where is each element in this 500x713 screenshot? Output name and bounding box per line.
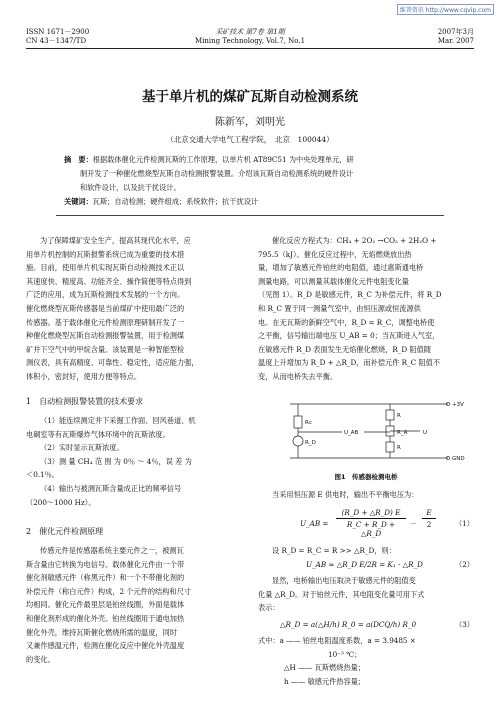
intro-line: 其速度快、精度高、功能齐全、操作简便等特点得到 xyxy=(26,276,192,286)
definition-line: h —— 敏感元件热容量； xyxy=(284,676,366,686)
resistance-line: 显然，电桥输出电压取决于敏感元件的阻值变 xyxy=(272,576,416,585)
intro-paragraph xyxy=(26,234,240,384)
principle-line: 催化剂敏感元件（称黑元件）和一个不带催化剂的 xyxy=(26,573,185,583)
eq1-numerator-2: E xyxy=(426,508,432,517)
principle-line: 斯含量由它转换为电信号。载体催化元件由一个带 xyxy=(26,559,185,569)
intro-line: 体积小，密封好，使用方便等特点。 xyxy=(26,371,142,381)
intro-line: 种催化燃烧型瓦斯自动检测报警装置，用于检测煤 xyxy=(26,331,185,341)
issn-line: ISSN 1671－2900 xyxy=(26,28,90,36)
ra-label: R_A xyxy=(397,430,408,436)
abstract-block xyxy=(64,153,444,209)
principle-line: 补偿元件（称白元件）构成，2 个元件的结构和尺寸 xyxy=(26,586,191,596)
principle-line: 传感元件是传感器系统主要元件之一，被测瓦 xyxy=(40,546,184,555)
bridge-line: 变，从而电桥失去平衡。 xyxy=(258,371,338,381)
eq3-text: △R_D = a(△H/h) R_0 = a(DCQ/h) R_0 xyxy=(280,620,417,629)
eq3-number: （3） xyxy=(455,620,474,629)
bridge-line: 测量电路，可以测量其载体催化元件电阻变化量 xyxy=(258,276,409,286)
uab-label: U_AB xyxy=(344,430,359,436)
eq1-denominator-2: 2 xyxy=(422,518,436,529)
reaction-paragraph xyxy=(258,234,474,384)
affiliation: （北京交通大学电气工程学院， 北京 100044） xyxy=(166,135,334,144)
eq1-numerator-1: (R_D + △R_D) E xyxy=(341,508,401,517)
bridge-circuit-diagram xyxy=(280,396,470,466)
assumption-paragraph xyxy=(258,544,474,558)
eq1-denominator-1: R_C + R_D + △R_D xyxy=(336,518,406,538)
intro-line: 传感器。基于载体催化元件检测原理研制开发了一 xyxy=(26,317,185,327)
figure-1-caption: 图1 传感器检测电桥 xyxy=(334,473,398,481)
vplus-label: +3V xyxy=(452,402,464,408)
gnd-label: GND xyxy=(452,456,465,462)
principle-line: 和催化剂形成的催化外壳。铂丝线圈用于通电加热 xyxy=(26,613,185,623)
requirement-item: （200～1000 Hz）。 xyxy=(26,497,96,507)
principle-line: 催化外壳，维持瓦斯催化燃烧所需的温度，同时 xyxy=(26,627,177,637)
journal-en: Mining Technology, Vol.7, No.1 xyxy=(194,37,306,45)
intro-line: 施。目前，使用单片机实现瓦斯自动检测技术正以 xyxy=(26,263,185,273)
abstract-line-2: 制开发了一种催化燃烧型瓦斯自动检测报警装置。介绍该瓦斯自动检测系统的硬件设计 xyxy=(80,169,354,178)
resistance-line: 化量 △R_D。对于铂丝元件，其电阻变化量可用下式 xyxy=(258,589,425,599)
cn-line: CN 43－1347/TD xyxy=(26,37,87,45)
bridge-line: 在敏感元件 R_D 表面发生无焰催化燃烧，R_D 阻值随 xyxy=(258,344,431,354)
reaction-equation: 催化反应方程式为：CH₄ + 2O₂ →CO₂ + 2H₂O + xyxy=(272,236,437,245)
intro-line: 为了保障煤矿安全生产，提高其现代化水平，应 xyxy=(40,236,191,245)
equation-1 xyxy=(300,508,474,542)
abstract-rule xyxy=(56,215,444,216)
principle-line: 又兼作感温元件，检测在催化反应中催化外壳温度 xyxy=(26,641,185,651)
bridge-line: 之平衡，信号输出端电压 U_AB = 0；当瓦斯进入气室， xyxy=(258,331,440,341)
rc-resistor xyxy=(294,416,302,428)
bridge-line: 温度上升增加为 R_D + △R_D，而补偿元件 R_C 阻值不 xyxy=(258,358,441,368)
definition-line: △H —— 瓦斯燃烧热量； xyxy=(284,663,366,673)
constant-voltage-line: 当采用恒压源 E 供电时，输出不平衡电压为： xyxy=(272,490,419,499)
abstract-line-3: 和软件设计，以及抗干扰设计。 xyxy=(80,183,181,192)
watermark-link[interactable]: 维普资讯 http://www.cqvip.com xyxy=(397,4,494,15)
header-rule xyxy=(26,48,474,49)
definition-line: 10⁻³ ℃； xyxy=(328,649,362,659)
principle-line: 均相同。催化元件最里层是铂丝线圈，外面是载体 xyxy=(26,600,185,610)
bridge-line: （见图 1）。R_D 是敏感元件，R_C 为补偿元件，将 R_D xyxy=(258,290,442,300)
date-cn: 2007年3月 xyxy=(437,28,474,36)
assumption-line: 设 R_D = R_C = R >> △R_D，则： xyxy=(272,546,396,555)
principle-line: 的变化。 xyxy=(26,654,55,664)
paper-title: 基于单片机的煤矿瓦斯自动检测系统 xyxy=(142,89,358,105)
intro-line: 催化燃烧型瓦斯传感器是当前煤矿中使用最广泛的 xyxy=(26,303,185,313)
abstract-label: 摘 要： xyxy=(64,155,93,164)
requirement-item: ＜0.1％。 xyxy=(26,470,59,480)
date-en: Mar. 2007 xyxy=(437,37,474,45)
journal-cn: 采矿技术 第7卷 第1期 xyxy=(215,28,285,36)
eq1-number: （1） xyxy=(455,519,474,528)
r-bottom-label: R xyxy=(397,445,401,451)
r-top-label: R xyxy=(397,413,401,419)
bridge-line: 量，增加了敏感元件铂丝的电阻值，通过惠斯通电桥 xyxy=(258,263,424,273)
abstract-line-1: 根据载体催化元件检测瓦斯的工作原理，以单片机 AT89C51 为中央处理单元，研 xyxy=(92,155,354,164)
resistance-change-paragraph xyxy=(258,574,474,615)
bridge-line: 和 R_C 置于同一测量气室中，由恒压源或恒流源供 xyxy=(258,303,421,313)
eq1-minus: － xyxy=(410,519,418,528)
eq2-text: U_AB ≈ △R_D E/2R = K₁ · △R_D xyxy=(306,560,423,569)
rd-label: R_D xyxy=(305,440,316,446)
intro-line: 用单片机控制的瓦斯报警系统已成为重要的技术措 xyxy=(26,249,185,259)
requirement-item: （3）测 量 CH₄ 范 围 为 0％ ～ 4％，误 差 为 xyxy=(40,456,192,466)
intro-line: 测仪表，具有高精度、可靠性、稳定性，适应能力强， xyxy=(26,358,199,368)
rc-label: Rc xyxy=(305,420,312,426)
section-1-list xyxy=(26,414,240,509)
eq1-fraction-2 xyxy=(422,508,436,529)
section-2-title: 2 催化元件检测原理 xyxy=(26,527,104,536)
intro-line: 广泛的应用，成为瓦斯检测技术发展的一个方向。 xyxy=(26,290,185,300)
intro-line: 矿井下空气中的甲烷含量。该装置是一种智能型检 xyxy=(26,344,185,354)
requirement-item: （2）实时显示瓦斯浓度。 xyxy=(40,443,124,453)
resistance-line: 表示： xyxy=(258,603,280,613)
definition-line: 式中：a —— 铂丝电阻温度系数，a = 3.9485 × xyxy=(258,636,416,645)
rd-sensor xyxy=(293,436,303,446)
constant-voltage-paragraph xyxy=(258,488,474,502)
requirement-item: （4）输出与被测瓦斯含量成正比的频率信号 xyxy=(40,483,182,493)
eq2-number: （2） xyxy=(455,560,474,569)
symbol-definitions xyxy=(258,634,474,688)
authors: 陈新军，刘明光 xyxy=(215,117,285,128)
keywords-label: 关键词： xyxy=(64,197,93,206)
bridge-line: 电。在无瓦斯的新鲜空气中，R_D = R_C，调整电桥使 xyxy=(258,317,435,327)
eq1-fraction-1 xyxy=(336,508,406,538)
section-2-paragraph xyxy=(26,544,240,666)
r-bottom-resistor xyxy=(386,442,394,452)
u-label: U xyxy=(423,430,428,436)
requirement-item: 电硐室等有瓦斯爆炸气体环境中的瓦斯浓度。 xyxy=(26,429,170,439)
r-top-resistor xyxy=(386,410,394,420)
keywords-text: 瓦斯；自动检测；硬件组成；系统软件；抗干扰设计 xyxy=(92,197,259,206)
eq1-lhs: U_AB = xyxy=(300,519,329,528)
section-1-title: 1 自动检测报警装置的技术要求 xyxy=(26,397,144,406)
bridge-line: 795.5（kJ）。催化反应过程中，无焰燃烧放出热 xyxy=(258,249,412,259)
requirement-item: （1）能连续测定井下采掘工作面、回风巷道、机 xyxy=(40,416,196,425)
